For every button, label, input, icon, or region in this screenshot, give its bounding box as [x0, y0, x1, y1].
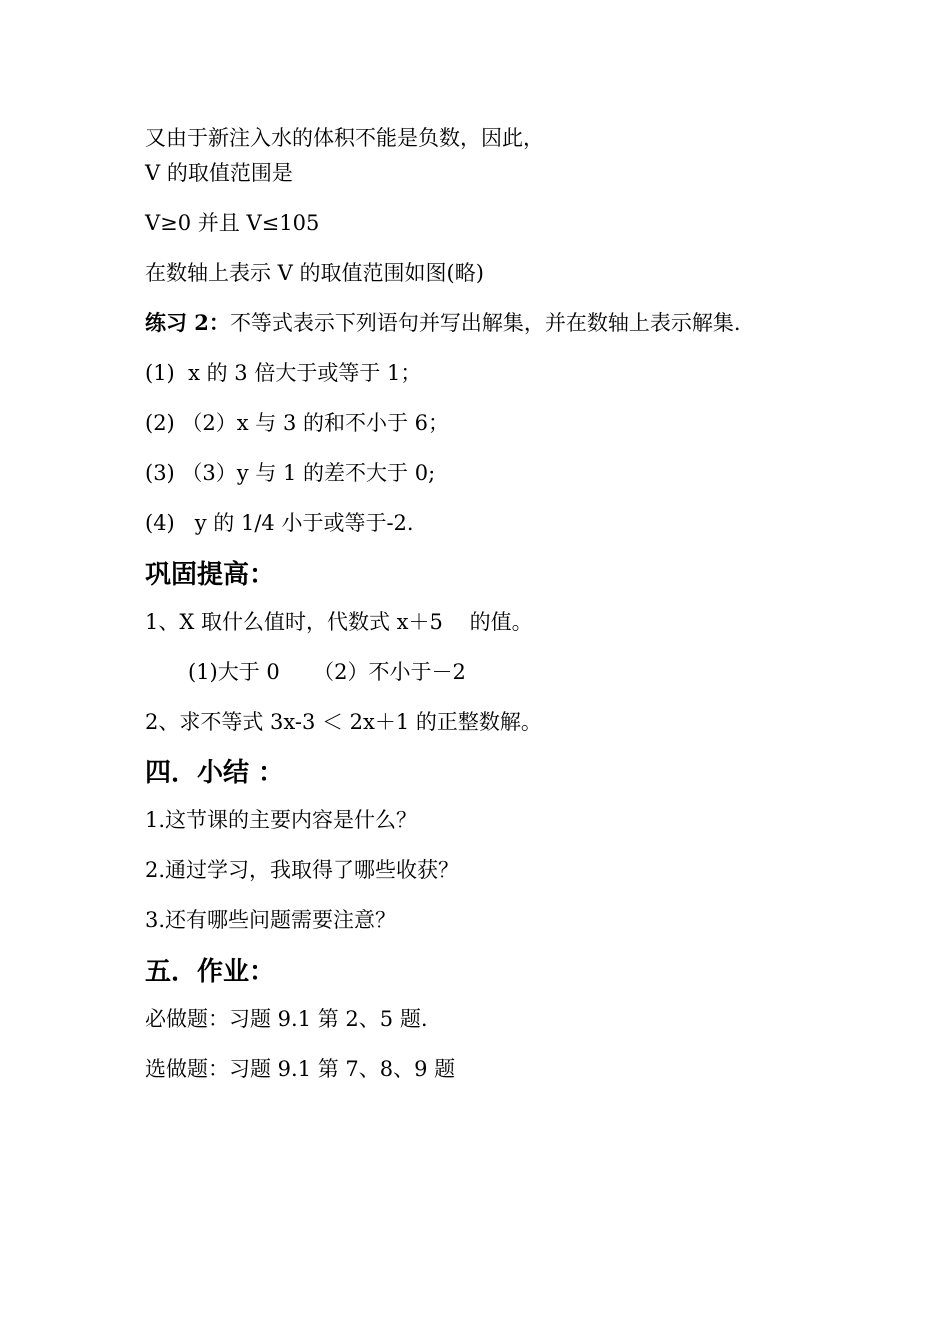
section-heading-summary: 四．小结 ：	[145, 758, 285, 788]
homework-item: 选做题：习题 9.1 第 7、8、9 题	[145, 1057, 456, 1081]
section-heading-consolidation: 巩固提高：	[145, 560, 276, 590]
section-heading-homework: 五．作业：	[145, 957, 276, 987]
homework-item: 必做题：习题 9.1 第 2、5 题.	[145, 1007, 428, 1031]
summary-item: 1.这节课的主要内容是什么？	[145, 808, 418, 832]
summary-item: 2.通过学习，我取得了哪些收获？	[145, 858, 460, 882]
exercise-item: (2) （2）x 与 3 的和不小于 6；	[145, 411, 450, 435]
text-line: 在数轴上表示 V 的取值范围如图(略)	[145, 261, 484, 285]
text-line: V 的取值范围是	[145, 161, 293, 185]
exercise-item: (1) x 的 3 倍大于或等于 1；	[145, 361, 422, 385]
text-line: 又由于新注入水的体积不能是负数，因此，	[145, 126, 544, 150]
exercise-2-text: 不等式表示下列语句并写出解集，并在数轴上表示解集.	[229, 311, 741, 335]
exercise-item: (3) （3）y 与 1 的差不大于 0;	[145, 461, 436, 485]
exercise-2-line	[145, 309, 741, 337]
exercise-2-label: 练习 2：	[145, 310, 230, 335]
text-line: V≥0 并且 V≤105	[145, 211, 320, 235]
question-line: 2、求不等式 3x-3 ＜ 2x＋1 的正整数解。	[145, 710, 542, 734]
exercise-item: (4) y 的 1/4 小于或等于-2.	[145, 511, 414, 535]
question-line: 1、X 取什么值时，代数式 x＋5 的值。	[145, 610, 533, 634]
question-subitems: (1)大于 0 （2）不小于－2	[188, 660, 466, 684]
summary-item: 3.还有哪些问题需要注意？	[145, 908, 397, 932]
